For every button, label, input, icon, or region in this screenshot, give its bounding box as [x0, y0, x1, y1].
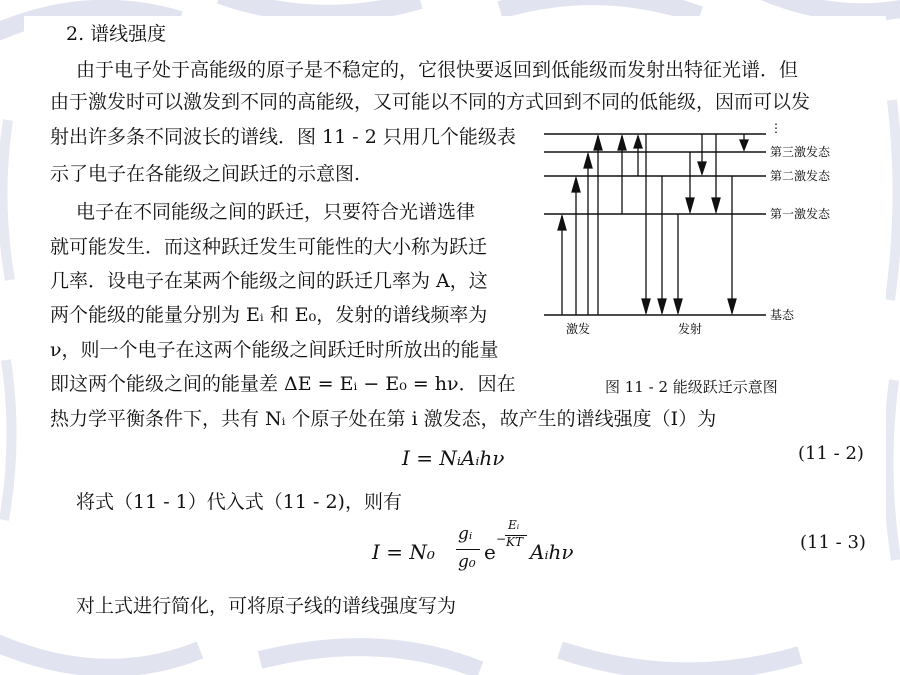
eq3-exp-den: KT — [506, 535, 523, 549]
eq3-frac-bar — [456, 549, 480, 550]
paragraph1-line3: 射出许多条不同波长的谱线．图 11 - 2 只用几个能级表 — [50, 126, 516, 148]
paragraph2-line7: 热力学平衡条件下，共有 Nᵢ 个原子处在第 i 激发态，故产生的谱线强度（I）为 — [50, 408, 717, 430]
section-heading: 2. 谱线强度 — [66, 23, 167, 45]
excitation-arrows — [558, 136, 642, 315]
equation-number-11-2: (11 - 2) — [798, 443, 864, 464]
emit-label: 发射 — [678, 322, 703, 336]
level-label-first: 第一激发态 — [770, 207, 831, 221]
figure-caption: 图 11 - 2 能级跃迁示意图 — [605, 378, 778, 396]
level-label-dots: ⋮ — [770, 121, 782, 135]
paragraph1-line1: 由于电子处于高能级的原子是不稳定的，它很快要返回到低能级而发射出特征光谱．但 — [76, 59, 799, 81]
eq3-tail: Aᵢhν — [530, 540, 574, 564]
level-label-second: 第二激发态 — [770, 169, 831, 183]
paragraph2-line5: ν，则一个电子在这两个能级之间跃迁时所放出的能量 — [50, 339, 499, 361]
energy-level-diagram — [538, 118, 868, 343]
excite-label: 激发 — [566, 322, 591, 336]
level-label-third: 第三激发态 — [770, 145, 831, 159]
eq3-exp-num: Eᵢ — [508, 518, 520, 532]
substitution-text: 将式（11 - 1）代入式（11 - 2)，则有 — [76, 491, 402, 513]
paragraph2-line6: 即这两个能级之间的能量差 ΔE = Eᵢ − E₀ = hν．因在 — [50, 373, 516, 395]
equation-11-3 — [372, 516, 672, 586]
eq3-frac-den: g₀ — [458, 552, 476, 572]
paragraph2-line2: 就可能发生．而这种跃迁发生可能性的大小称为跃迁 — [50, 236, 488, 258]
paragraph2-line1: 电子在不同能级之间的跃迁，只要符合光谱选律 — [76, 201, 476, 223]
eq3-lhs: I = N₀ — [372, 540, 435, 564]
equation-number-11-3: (11 - 3) — [800, 532, 866, 553]
eq3-exp-sign: − — [496, 532, 507, 546]
paragraph1-line4: 示了电子在各能级之间跃迁的示意图. — [50, 163, 361, 185]
equation-11-2: I = NᵢAᵢhν — [402, 446, 505, 470]
level-label-ground: 基态 — [770, 308, 795, 322]
paragraph2-line4: 两个能级的能量分别为 Eᵢ 和 E₀，发射的谱线频率为 — [50, 304, 488, 326]
closing-text: 对上式进行简化，可将原子线的谱线强度写为 — [76, 595, 457, 617]
eq3-frac-num: gᵢ — [458, 524, 473, 544]
paragraph2-line3: 几率．设电子在某两个能级之间的跃迁几率为 A，这 — [50, 270, 488, 292]
paragraph1-line2: 由于激发时可以激发到不同的高能级，又可能以不同的方式回到不同的低能级，因而可以发 — [50, 91, 811, 113]
eq3-base: e — [484, 540, 496, 564]
emission-arrows — [642, 134, 748, 313]
